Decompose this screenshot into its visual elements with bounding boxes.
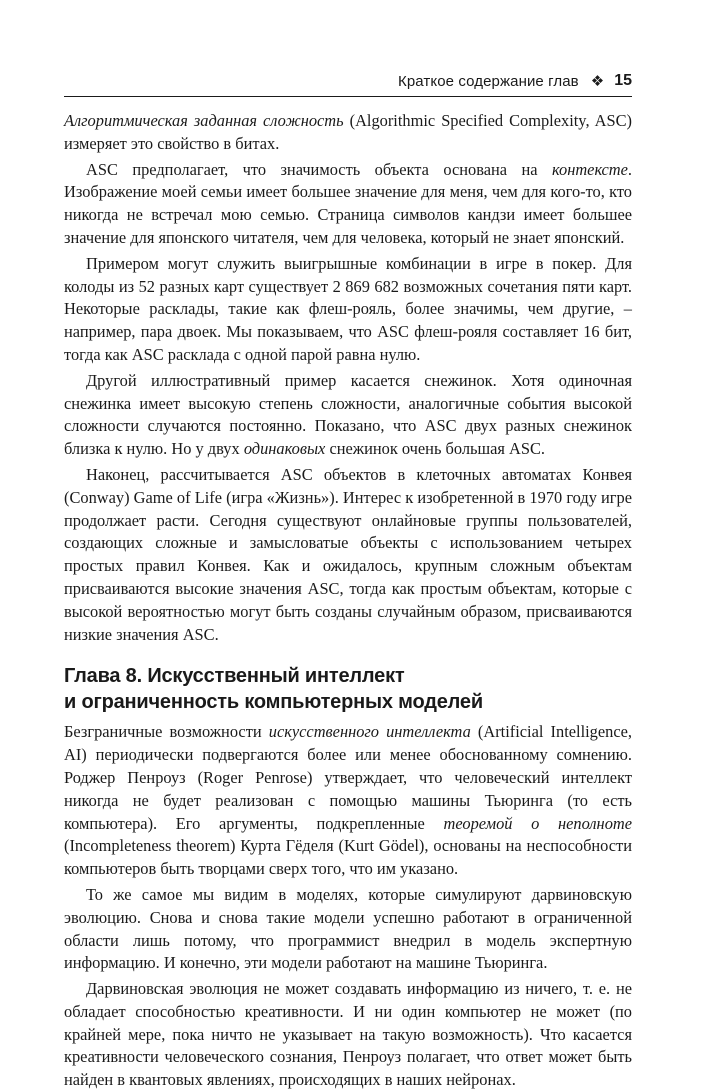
paragraph-darwin-models [64,884,632,975]
paragraph-asc-definition [64,110,632,156]
paragraph-ai-limits [64,721,632,881]
italic-term: теоремой о неполноте [443,813,632,833]
text-run: Примером могут служить выигрышные комбинации в игре в покер. Для колоды из 52 разных карт существует 2 869 682 возможных сочетания пяти карт. Некоторые расклады, такие как флеш-рояль, более значимы, чем другие, – например, пара двоек. Мы показываем, что ASC флеш-рояля составляет 16 бит, тогда как ASC расклада с одной парой равна нулю. [64,253,632,364]
chapter-heading [64,663,632,715]
chapter-heading-line-2: и ограниченность компьютерных моделей [64,691,483,714]
text-run: Другой иллюстративный пример касается снежинок. Хотя одиночная снежинка имеет высокую степень сложности, аналогичные события высокой сложности случаются постоянно. Показано, что ASC двух разных снежинок близка к нулю. Но у двух [64,370,632,459]
text-run: Безграничные возможности [64,722,269,742]
text-run: . Изображение моей семьи имеет большее значение для меня, чем для кого-то, кто никогда не встречал мою семью. Страница символов кандзи имеет большее значение для японского читателя, чем для человека, который не знает японский. [64,159,632,247]
page-number: 15 [614,72,632,89]
text-run: (Artificial Intelligence, AI) периодически подвергаются более или менее обоснованному сомнению. Роджер Пенроуз (Roger Penrose) утверждает, что человеческий интеллект никогда не будет реализован с помощью машины Тьюринга (то есть компьютера). Его аргументы, подкрепленные [64,722,632,833]
italic-term: Алгоритмическая заданная сложность [64,111,344,130]
italic-term: контексте [551,159,628,179]
text-run: Дарвиновская эволюция не может создавать информацию из ничего, т. е. не обладает способностью креативности. И ни один компьютер не может (по крайней мере, пока ничто не указывает на такую возможность). Что касается креативности человеческого сознания, Пенроуз полагает, что ответ может быть найден в квантовых явлениях, происходящих в наших нейронах. [64,979,632,1090]
text-run: снежинок очень большая ASC. [325,439,546,459]
text-run: То же самое мы видим в моделях, которые симулируют дарвиновскую эволюцию. Снова и снова такие модели успешно работают в ограниченной области лишь потому, что программист внедрил в модель экспертную информацию. И конечно, эти модели работают на машине Тьюринга. [64,884,632,973]
paragraph-creativity [64,978,632,1092]
paragraph-context [64,159,632,250]
diamond-ornament-icon: ❖ [590,73,605,90]
paragraph-poker [64,253,632,367]
text-run: (Incompleteness theorem) Курта Гёделя (Kurt Gödel), основаны на неспособности компьютеров быть творцами сверх того, что им указано. [64,836,632,879]
italic-term: искусственного интеллекта [268,722,471,742]
italic-term: одинаковых [243,439,326,459]
text-run: (Algorithmic Specified Complexity, ASC) измеряет это свойство в битах. [64,111,632,153]
running-title: Краткое содержание глав [398,72,579,90]
running-header [64,72,632,97]
text-run: Наконец, рассчитывается ASC объектов в клеточных автоматах Конвея (Conway) Game of Life (игра «Жизнь»). Интерес к изобретенной в 1970 году игре продолжает расти. Сегодня существуют онлайновые группы пользователей, создающих сложные и замысловатые объекты с использованием четырех простых правил Конвея. Как и ожидалось, крупным сложным объектам присваиваются высокие значения ASC, тогда как простым объектам, которые с высокой вероятностью могут быть созданы случайным образом, присваиваются низкие значения ASC. [64,464,632,644]
chapter-heading-line-1: Глава 8. Искусственный интеллект [64,665,405,688]
paragraph-snowflakes [64,370,632,461]
paragraph-game-of-life [64,464,632,646]
text-run: ASC предполагает, что значимость объекта основана на [86,159,552,179]
page-body [64,110,632,1092]
